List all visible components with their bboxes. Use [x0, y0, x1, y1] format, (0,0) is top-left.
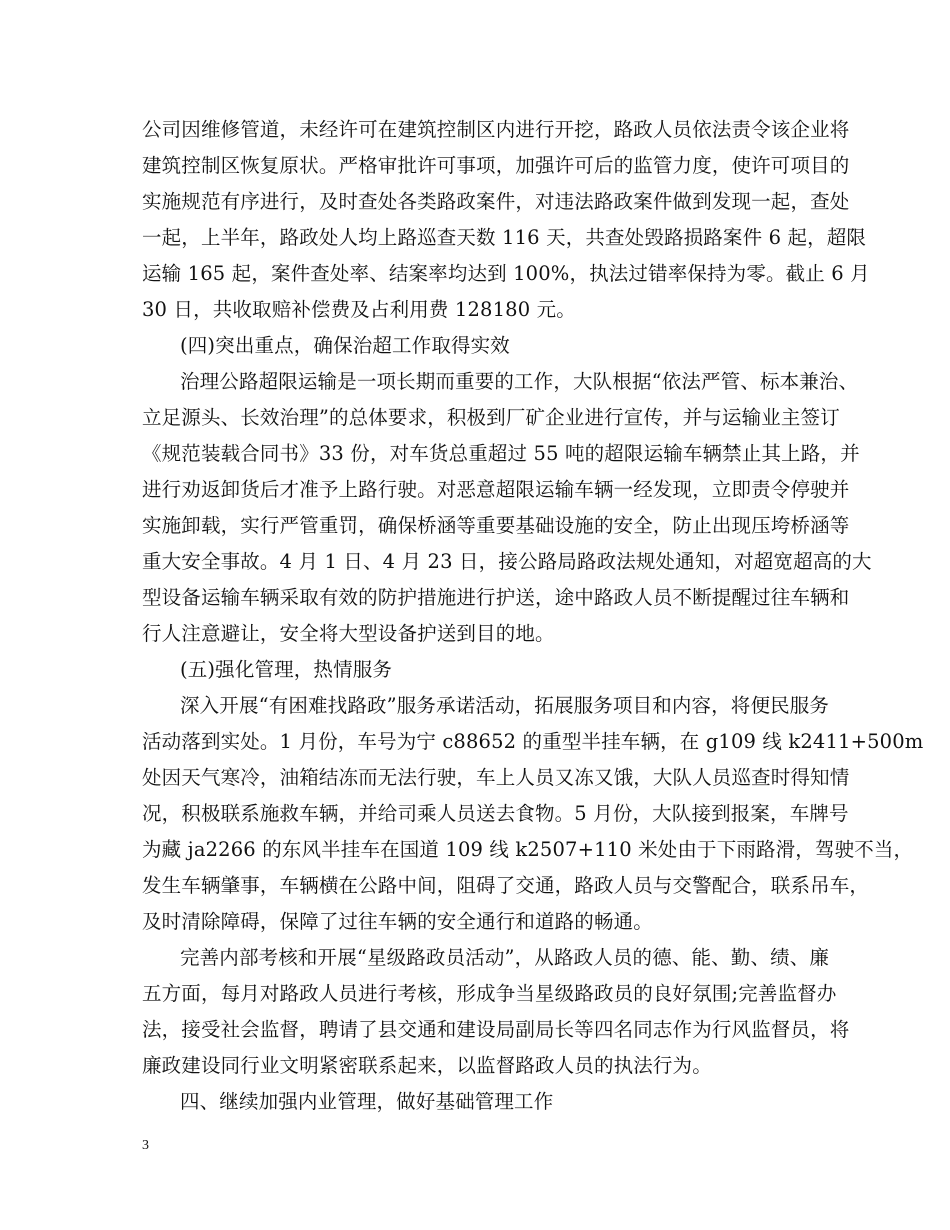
body-text-line: 公司因维修管道，未经许可在建筑控制区内进行开挖，路政人员依法责令该企业将 — [142, 118, 850, 141]
paragraph-first-line: 治理公路超限运输是一项长期而重要的工作，大队根据“依法严管、标本兼治、 — [180, 370, 859, 393]
body-text-line: 运输 165 起，案件查处率、结案率均达到 100%，执法过错率保持为零。截止 6 月 — [142, 262, 870, 285]
section-heading: 四、继续加强内业管理，做好基础管理工作 — [180, 1090, 554, 1113]
body-text-line: 进行劝返卸货后才准予上路行驶。对恶意超限运输车辆一经发现，立即责令停驶并 — [142, 478, 850, 501]
body-text-line: 及时清除障碍，保障了过往车辆的安全通行和道路的畅通。 — [142, 910, 653, 933]
paragraph-first-line: 深入开展“有困难找路政”服务承诺活动，拓展服务项目和内容，将便民服务 — [180, 694, 830, 717]
body-text-line: 实施规范有序进行，及时查处各类路政案件，对违法路政案件做到发现一起，查处 — [142, 190, 850, 213]
page-number: 3 — [142, 1138, 149, 1153]
body-text-line: 实施卸载，实行严管重罚，确保桥涵等重要基础设施的安全，防止出现压垮桥涵等 — [142, 514, 850, 537]
body-text-line: 30 日，共收取赔补偿费及占利用费 128180 元。 — [142, 298, 576, 321]
paragraph-first-line: 完善内部考核和开展“星级路政员活动”，从路政人员的德、能、勤、绩、廉 — [180, 946, 830, 969]
section-heading: (四)突出重点，确保治超工作取得实效 — [180, 334, 510, 357]
body-text-line: 型设备运输车辆采取有效的防护措施进行护送，途中路政人员不断提醒过往车辆和 — [142, 586, 850, 609]
body-text-line: 立足源头、长效治理”的总体要求，积极到厂矿企业进行宣传，并与运输业主签订 — [142, 406, 840, 429]
section-heading: (五)强化管理，热情服务 — [180, 658, 393, 681]
body-text-line: 建筑控制区恢复原状。严格审批许可事项，加强许可后的监管力度，使许可项目的 — [142, 154, 850, 177]
body-text-line: 廉政建设同行业文明紧密联系起来，以监督路政人员的执法行为。 — [142, 1054, 712, 1077]
body-text-line: 行人注意避让，安全将大型设备护送到目的地。 — [142, 622, 555, 645]
body-text-line: 《规范装载合同书》33 份，对车货总重超过 55 吨的超限运输车辆禁止其上路，并 — [142, 442, 860, 465]
body-text-line: 况，积极联系施救车辆，并给司乘人员送去食物。5 月份，大队接到报案，车牌号 — [142, 802, 849, 825]
body-text-line: 活动落到实处。1 月份，车号为宁 c88652 的重型半挂车辆，在 g109 线 k2411+500m — [142, 730, 924, 753]
body-text-line: 发生车辆肇事，车辆横在公路中间，阻碍了交通，路政人员与交警配合，联系吊车， — [142, 874, 870, 897]
body-text-line: 一起，上半年，路政处人均上路巡查天数 116 天，共查处毁路损路案件 6 起，超限 — [142, 226, 867, 249]
body-text-line: 法，接受社会监督，聘请了县交通和建设局副局长等四名同志作为行风监督员，将 — [142, 1018, 850, 1041]
body-text-line: 处因天气寒冷，油箱结冻而无法行驶，车上人员又冻又饿，大队人员巡查时得知情 — [142, 766, 850, 789]
body-text-line: 重大安全事故。4 月 1 日、4 月 23 日，接公路局路政法规处通知，对超宽超高的大 — [142, 550, 872, 573]
body-text-line: 五方面，每月对路政人员进行考核，形成争当星级路政员的良好氛围;完善监督办 — [142, 982, 837, 1005]
body-text-line: 为藏 ja2266 的东风半挂车在国道 109 线 k2507+110 米处由于下雨路滑，驾驶不当， — [142, 838, 914, 861]
